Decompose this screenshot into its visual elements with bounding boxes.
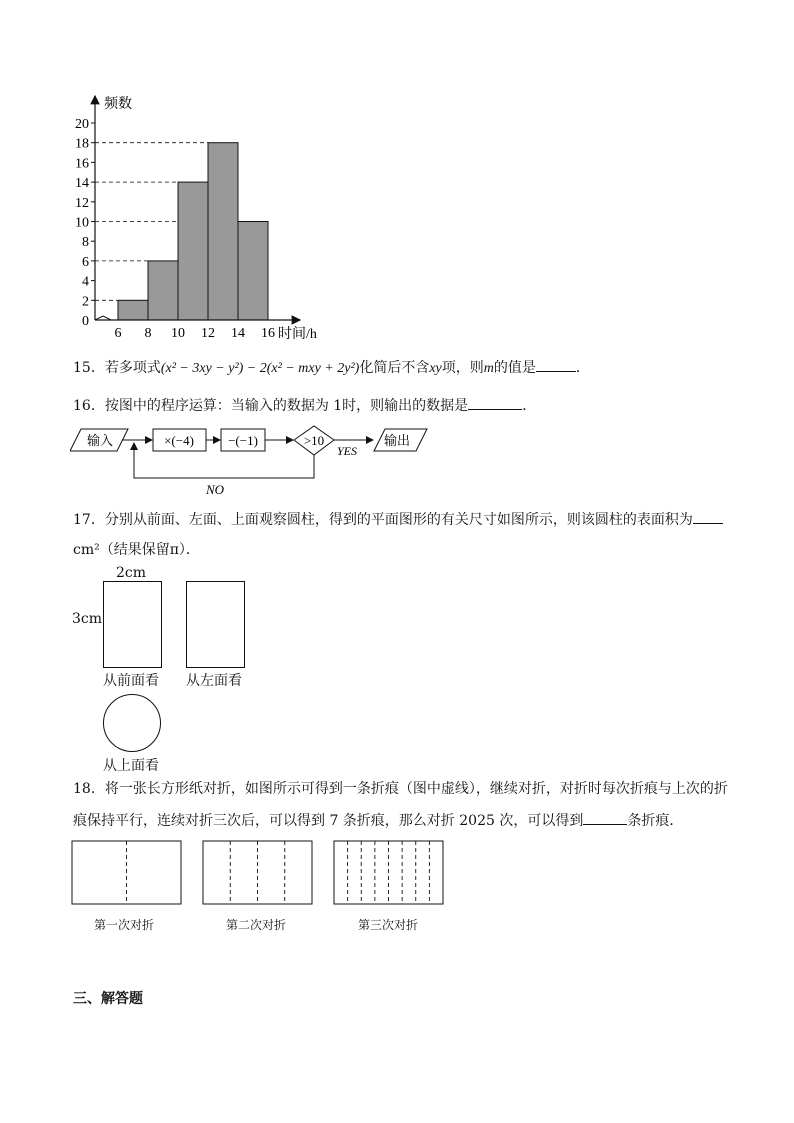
q18-line1: 将一张长方形纸对折，如图所示可得到一条折痕（图中虚线），继续对折，对折时每次折痕与上次的折 [104, 781, 728, 797]
q15-end: ． [575, 360, 590, 376]
fold-figures [70, 838, 450, 908]
x-tick-label: 10 [171, 326, 185, 341]
width-label: 2cm [116, 565, 147, 581]
answer-blank[interactable] [536, 357, 576, 372]
y-tick-label: 16 [75, 156, 89, 172]
y-tick-label: 4 [82, 274, 89, 290]
histogram-bar [178, 182, 208, 320]
q17-unit: cm² [73, 542, 100, 558]
q16-end: ． [522, 398, 537, 414]
question-number: 18． [73, 781, 105, 797]
q15-text-post: 的值是 [493, 360, 536, 376]
output-label: 输出 [384, 433, 411, 448]
answer-blank[interactable] [468, 395, 522, 410]
y-tick-label: 6 [82, 254, 89, 270]
question-18-line2 [73, 810, 683, 831]
question-15 [73, 357, 590, 379]
q16-text: 按图中的程序运算：当输入的数据为 1时，则输出的数据是 [104, 398, 469, 414]
left-view-caption: 从左面看 [186, 673, 242, 689]
x-tick-label: 14 [231, 326, 245, 341]
fold-caption-1: 第一次对折 [94, 918, 155, 932]
x-axis-label: 时间/h [278, 327, 317, 342]
yes-label: YES [337, 444, 358, 458]
subtract-label: −(−1) [228, 433, 258, 448]
condition-label: >10 [303, 433, 325, 448]
top-view-caption: 从上面看 [103, 758, 159, 774]
histogram-bar [118, 300, 148, 320]
front-view-rect [103, 581, 162, 668]
q15-var: m [483, 361, 494, 376]
q15-text-mid: 化简后不含 [359, 360, 430, 376]
y-tick-label: 12 [75, 195, 89, 211]
question-number: 17． [73, 512, 105, 528]
height-label: 3cm [72, 611, 103, 627]
histogram-chart [60, 88, 350, 348]
x-tick-label: 6 [114, 326, 122, 341]
flowchart [70, 424, 440, 498]
q18-line2-pre: 痕保持平行，连续对折三次后，可以得到 7 条折痕，那么对折 2025 次，可以得到 [73, 813, 584, 829]
multiply-label: ×(−4) [164, 433, 194, 448]
y-tick-label: 8 [82, 235, 89, 251]
q17-note: （结果保留π）． [99, 542, 200, 558]
q15-term: xy [429, 361, 442, 376]
x-tick-label: 12 [201, 326, 215, 341]
question-16 [73, 395, 536, 416]
question-17-line2 [73, 540, 200, 560]
histogram-bar [148, 261, 178, 320]
fold-caption-3: 第三次对折 [358, 918, 419, 932]
question-number: 15． [73, 360, 105, 376]
input-label: 输入 [87, 433, 114, 448]
y-axis-label: 频数 [104, 97, 132, 112]
question-18 [73, 779, 728, 799]
histogram-bar [208, 143, 238, 320]
q17-text: 分别从前面、左面、上面观察圆柱，得到的平面图形的有关尺寸如图所示，则该圆柱的表面积为 [104, 512, 693, 528]
y-tick-label: 2 [82, 294, 89, 310]
answer-blank[interactable] [583, 810, 627, 825]
left-view-rect [186, 581, 245, 668]
q18-line2-post: 条折痕． [627, 813, 684, 829]
q15-expression: (x² − 3xy − y²) − 2(x² − mxy + 2y²) [160, 361, 360, 376]
answer-blank[interactable] [693, 509, 723, 524]
front-view-caption: 从前面看 [103, 673, 159, 689]
y-tick-label: 14 [75, 176, 89, 192]
fold-caption-2: 第二次对折 [226, 918, 287, 932]
y-tick-label: 10 [75, 215, 89, 231]
x-tick-label: 16 [261, 326, 275, 341]
top-view-circle [103, 694, 161, 752]
y-tick-label: 0 [82, 314, 89, 329]
y-tick-label: 20 [75, 117, 89, 132]
x-tick-label: 8 [144, 326, 152, 341]
q15-text-pre: 若多项式 [104, 360, 161, 376]
question-17 [73, 509, 723, 530]
question-number: 16． [73, 398, 105, 414]
y-tick-label: 18 [75, 136, 89, 152]
histogram-bar [238, 222, 268, 321]
no-label: NO [206, 482, 225, 497]
q15-text-mid2: 项，则 [441, 360, 484, 376]
section-heading: 三、解答题 [73, 991, 143, 1007]
